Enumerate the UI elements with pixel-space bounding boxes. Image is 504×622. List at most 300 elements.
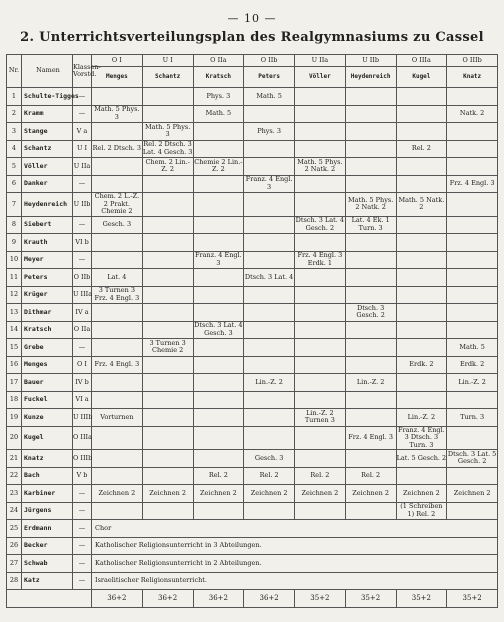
lesson-cell: [92, 321, 143, 339]
lesson-cell: [345, 356, 396, 374]
table-row: [7, 409, 498, 427]
class-leader: U I: [73, 140, 92, 158]
lesson-cell: Zeichnen 2: [396, 485, 447, 503]
lesson-cell: [396, 391, 447, 409]
lesson-cell: [193, 426, 244, 450]
lesson-cell: [92, 467, 143, 485]
table-row: [7, 485, 498, 503]
lesson-cell: Lin.-Z. 2: [396, 409, 447, 427]
lesson-cell: [142, 251, 193, 269]
lesson-cell: [295, 105, 346, 123]
lesson-cell: Zeichnen 2: [447, 485, 498, 503]
lesson-cell: [295, 426, 346, 450]
lesson-cell: [142, 269, 193, 287]
sum-cell: 36+2: [142, 590, 193, 608]
row-number: 5: [7, 158, 22, 176]
header-teacher: Knatz: [447, 67, 498, 88]
lesson-cell: [193, 450, 244, 468]
table-row: [7, 88, 498, 106]
table-row: [7, 158, 498, 176]
header-teacher: Kugel: [396, 67, 447, 88]
row-number: 17: [7, 374, 22, 392]
sum-cell: 35+2: [345, 590, 396, 608]
lesson-cell: Chem. 2 Lin.-Z. 2: [142, 158, 193, 176]
class-leader: U IIIa: [73, 286, 92, 304]
lesson-cell: Math. 5 Phys. 2 Natk. 2: [345, 193, 396, 217]
header-name: Namen: [22, 55, 73, 88]
class-leader: —: [73, 175, 92, 193]
table-row: [7, 391, 498, 409]
header-teacher: Peters: [244, 67, 295, 88]
class-leader: O I: [73, 356, 92, 374]
lesson-cell: Math. 5 Phys. 2 Natk. 2: [295, 158, 346, 176]
class-leader: IV a: [73, 304, 92, 322]
table-row: [7, 234, 498, 252]
class-leader: —: [73, 555, 92, 573]
lesson-cell: [396, 175, 447, 193]
row-number: 15: [7, 339, 22, 357]
teacher-name: Krüger: [22, 286, 73, 304]
teacher-name: Schantz: [22, 140, 73, 158]
row-number: 10: [7, 251, 22, 269]
teacher-name: Katz: [22, 572, 73, 590]
teacher-name: Stange: [22, 123, 73, 141]
class-leader: —: [73, 339, 92, 357]
lesson-cell: [244, 426, 295, 450]
header-teacher: Menges: [92, 67, 143, 88]
lesson-cell: 3 Turnen 3 Chemie 2: [142, 339, 193, 357]
teacher-name: Bach: [22, 467, 73, 485]
lesson-cell: [295, 339, 346, 357]
lesson-cell: [92, 426, 143, 450]
table-row: [7, 140, 498, 158]
header-teacher: Schantz: [142, 67, 193, 88]
header-class: U IIb: [345, 55, 396, 67]
teacher-name: Grebe: [22, 339, 73, 357]
lesson-cell: Lat. 4: [92, 269, 143, 287]
lesson-cell: Rel. 2: [193, 467, 244, 485]
teacher-name: Knatz: [22, 450, 73, 468]
lesson-cell: Erdk. 2: [447, 356, 498, 374]
teacher-name: Karbiner: [22, 485, 73, 503]
lesson-cell: Rel. 2: [345, 467, 396, 485]
lesson-cell: Frz. 4 Engl. 3: [345, 426, 396, 450]
lesson-cell: [295, 234, 346, 252]
header-class: O IIa: [193, 55, 244, 67]
lesson-cell: Math. 5: [193, 105, 244, 123]
table-row: [7, 356, 498, 374]
table-row: [7, 467, 498, 485]
class-leader: —: [73, 537, 92, 555]
class-leader: O IIa: [73, 321, 92, 339]
lesson-cell: Franz. 4 Engl. 3: [244, 175, 295, 193]
lesson-cell: [92, 502, 143, 520]
lesson-cell: [295, 450, 346, 468]
class-leader: IV b: [73, 374, 92, 392]
lesson-cell: [396, 467, 447, 485]
lesson-cell: [244, 286, 295, 304]
header-teacher: Völler: [295, 67, 346, 88]
lesson-cell: [447, 251, 498, 269]
row-number: 22: [7, 467, 22, 485]
lesson-cell: [295, 391, 346, 409]
table-row: [7, 450, 498, 468]
teacher-name: Dithmar: [22, 304, 73, 322]
lesson-cell: [142, 356, 193, 374]
lesson-cell: [193, 374, 244, 392]
lesson-cell: [295, 269, 346, 287]
lesson-cell: [345, 234, 396, 252]
row-number: 12: [7, 286, 22, 304]
lesson-cell: [447, 234, 498, 252]
table-row: [7, 193, 498, 217]
lesson-cell: [345, 269, 396, 287]
lesson-cell: Dtsch. 3 Gesch. 2: [345, 304, 396, 322]
lesson-cell: Math. 5 Natk. 2: [396, 193, 447, 217]
lesson-cell: [345, 175, 396, 193]
class-leader: —: [73, 88, 92, 106]
row-number: 16: [7, 356, 22, 374]
table-row: [7, 123, 498, 141]
teacher-name: Völler: [22, 158, 73, 176]
lesson-cell: Gesch. 3: [244, 450, 295, 468]
lesson-cell: [92, 158, 143, 176]
span-note: Katholischer Religionsunterricht in 3 Abteilungen.: [92, 537, 498, 555]
lesson-cell: Dtsch. 3 Lat. 4 Gesch. 2: [295, 216, 345, 232]
lesson-cell: [447, 269, 498, 287]
table-row: [7, 537, 498, 555]
lesson-cell: [447, 426, 498, 450]
lesson-cell: [447, 391, 498, 409]
row-number: 9: [7, 234, 22, 252]
lesson-cell: [345, 286, 396, 304]
lesson-cell: [244, 321, 295, 339]
table-row: [7, 374, 498, 392]
lesson-cell: [193, 269, 244, 287]
lesson-cell: Gesch. 3: [92, 216, 143, 234]
teacher-name: Krauth: [22, 234, 73, 252]
lesson-cell: [193, 409, 244, 427]
lesson-cell: [142, 304, 193, 322]
lesson-cell: [92, 175, 143, 193]
lesson-cell: [447, 140, 498, 158]
teacher-name: Kratsch: [22, 321, 73, 339]
lesson-cell: [295, 193, 346, 217]
lesson-cell: [295, 140, 346, 158]
lesson-cell: Math. 5: [244, 88, 295, 106]
lesson-cell: Lat. 4 Ek. 1 Turn. 3: [345, 216, 396, 234]
class-leader: VI a: [73, 391, 92, 409]
table-row: [7, 321, 498, 339]
lesson-cell: [142, 426, 193, 450]
lesson-cell: Phys. 3: [193, 88, 244, 106]
row-number: 4: [7, 140, 22, 158]
table-row: [7, 426, 498, 450]
lesson-cell: [396, 216, 447, 234]
class-leader: V a: [73, 123, 92, 141]
lesson-cell: [92, 339, 143, 357]
row-number: 21: [7, 450, 22, 468]
teacher-name: Kramm: [22, 105, 73, 123]
teacher-name: Becker: [22, 537, 73, 555]
row-number: 1: [7, 88, 22, 106]
lesson-cell: [193, 304, 244, 322]
lesson-cell: [447, 158, 498, 176]
lesson-cell: [447, 304, 498, 322]
lesson-cell: [193, 286, 244, 304]
class-leader: U IIa: [73, 158, 92, 176]
teacher-name: Kugel: [22, 426, 73, 450]
lesson-cell: [142, 234, 193, 252]
table-row: [7, 520, 498, 538]
lesson-cell: [244, 409, 295, 427]
lesson-cell: [193, 175, 244, 193]
lesson-cell: [295, 123, 346, 141]
teacher-name: Menges: [22, 356, 73, 374]
class-leader: U IIIb: [73, 409, 92, 427]
lesson-cell: [345, 321, 396, 339]
lesson-cell: [142, 391, 193, 409]
lesson-cell: Math. 5: [447, 339, 498, 357]
lesson-cell: Erdk. 2: [396, 356, 447, 374]
lesson-cell: [193, 123, 244, 141]
lesson-cell: [447, 467, 498, 485]
header-class: U IIa: [295, 55, 346, 67]
header-teacher: Kratsch: [193, 67, 244, 88]
lesson-cell: [244, 502, 295, 520]
lesson-cell: [142, 216, 193, 234]
lesson-cell: [142, 193, 193, 217]
teacher-name: Bauer: [22, 374, 73, 392]
row-number: 6: [7, 175, 22, 193]
lesson-cell: [295, 502, 346, 520]
lesson-cell: Frz. 4 Engl. 3: [447, 175, 498, 193]
lesson-cell: [295, 356, 346, 374]
row-number: 18: [7, 391, 22, 409]
lesson-cell: [396, 105, 447, 123]
lesson-cell: [447, 216, 498, 234]
lesson-cell: [396, 234, 447, 252]
lesson-cell: [92, 123, 143, 141]
sum-cell: 35+2: [295, 590, 346, 608]
lesson-cell: Rel. 2: [295, 467, 346, 485]
lesson-cell: [447, 123, 498, 141]
lesson-cell: [244, 391, 295, 409]
lesson-cell: Dtsch. 3 Lat. 4: [244, 269, 295, 287]
lesson-cell: [396, 304, 447, 322]
lesson-cell: [345, 140, 396, 158]
lesson-cell: [295, 88, 346, 106]
lesson-cell: [295, 175, 346, 193]
table-row: [7, 216, 498, 234]
span-note: Israelitischer Religionsunterricht.: [92, 572, 498, 590]
row-number: 13: [7, 304, 22, 322]
lesson-cell: Rel. 2: [396, 140, 447, 158]
sum-row: [7, 590, 498, 608]
lesson-cell: [193, 391, 244, 409]
lesson-cell: [92, 374, 143, 392]
class-leader: —: [73, 251, 92, 269]
teacher-name: Peters: [22, 269, 73, 287]
sum-blank: [7, 590, 92, 608]
lesson-cell: Zeichnen 2: [92, 485, 143, 503]
lesson-cell: [345, 88, 396, 106]
lesson-cell: Franz. 4 Engl. 3: [193, 251, 244, 269]
header-class: O I: [92, 55, 143, 67]
lesson-cell: [345, 251, 396, 269]
teacher-name: Heydenreich: [22, 193, 73, 217]
lesson-cell: [92, 304, 143, 322]
sum-cell: 35+2: [447, 590, 498, 608]
lesson-cell: [244, 105, 295, 123]
class-leader: VI b: [73, 234, 92, 252]
lesson-cell: [396, 339, 447, 357]
lesson-cell: Rel. 2: [244, 467, 295, 485]
class-leader: —: [73, 502, 92, 520]
lesson-cell: [193, 234, 244, 252]
table-row: [7, 304, 498, 322]
teacher-name: Erdmann: [22, 520, 73, 538]
lesson-cell: [193, 193, 244, 217]
lesson-cell: Turn. 3: [447, 409, 498, 427]
lesson-cell: Math. 5 Phys. 3: [92, 105, 143, 123]
lesson-cell: [396, 158, 447, 176]
row-number: 25: [7, 520, 22, 538]
sum-cell: 36+2: [193, 590, 244, 608]
lesson-cell: Frz. 4 Engl. 3: [92, 356, 143, 374]
page-title: 2. Unterrichtsverteilungsplan des Realgymnasiums zu Cassel: [20, 30, 484, 45]
lesson-cell: [244, 304, 295, 322]
table-row: [7, 286, 498, 304]
lesson-cell: Chem. 2 L.-Z. 2 Prakt. Chemie 2: [92, 193, 143, 217]
lesson-cell: [142, 175, 193, 193]
row-number: 20: [7, 426, 22, 450]
class-leader: —: [73, 520, 92, 538]
lesson-cell: [244, 193, 295, 217]
header-klasse: Klassen-Vorstd.: [73, 55, 92, 88]
teacher-name: Danker: [22, 175, 73, 193]
lesson-cell: [244, 339, 295, 357]
lesson-cell: [345, 502, 396, 520]
lesson-cell: Zeichnen 2: [295, 485, 346, 503]
span-note: Chor: [92, 520, 498, 538]
lesson-cell: [396, 251, 447, 269]
row-number: 24: [7, 502, 22, 520]
table-row: [7, 339, 498, 357]
header-class: O IIIb: [447, 55, 498, 67]
lesson-cell: Zeichnen 2: [142, 485, 193, 503]
table-row: [7, 251, 498, 269]
class-leader: —: [73, 572, 92, 590]
lesson-cell: [345, 339, 396, 357]
lesson-cell: [295, 304, 346, 322]
lesson-cell: Lin.-Z. 2 Turnen 3: [295, 409, 346, 427]
lesson-cell: [92, 251, 143, 269]
row-number: 19: [7, 409, 22, 427]
lesson-cell: [142, 502, 193, 520]
lesson-cell: [244, 158, 295, 176]
lesson-cell: [193, 140, 244, 158]
lesson-cell: Rel. 2 Dtsch. 3 Lat. 4 Gesch. 3: [142, 140, 193, 156]
lesson-cell: [396, 321, 447, 339]
lesson-cell: [244, 251, 295, 269]
schedule-table: [6, 54, 498, 608]
lesson-cell: [345, 105, 396, 123]
table-row: [7, 105, 498, 123]
teacher-name: Meyer: [22, 251, 73, 269]
lesson-cell: [193, 216, 244, 234]
header-class: O IIb: [244, 55, 295, 67]
lesson-cell: [142, 467, 193, 485]
lesson-cell: [295, 321, 346, 339]
lesson-cell: [142, 105, 193, 123]
lesson-cell: [244, 216, 295, 234]
lesson-cell: Natk. 2: [447, 105, 498, 123]
lesson-cell: [142, 321, 193, 339]
class-leader: O IIIa: [73, 426, 92, 450]
lesson-cell: [92, 88, 143, 106]
header-nr: Nr.: [7, 55, 22, 88]
row-number: 28: [7, 572, 22, 590]
lesson-cell: [396, 88, 447, 106]
lesson-cell: [193, 339, 244, 357]
teacher-name: Schulte-Tigges: [22, 88, 73, 106]
table-row: [7, 269, 498, 287]
row-number: 27: [7, 555, 22, 573]
class-leader: —: [73, 485, 92, 503]
lesson-cell: [447, 286, 498, 304]
lesson-cell: [345, 391, 396, 409]
lesson-cell: [345, 158, 396, 176]
lesson-cell: (1 Schreiben 1) Rel. 2: [396, 502, 447, 520]
class-leader: —: [73, 105, 92, 123]
header-teacher: Heydenreich: [345, 67, 396, 88]
lesson-cell: [142, 409, 193, 427]
lesson-cell: [396, 374, 447, 392]
table-row: [7, 572, 498, 590]
lesson-cell: Dtsch. 3 Lat. 4 Gesch. 3: [194, 321, 243, 337]
class-leader: U IIb: [73, 193, 92, 217]
lesson-cell: Dtsch. 3 Lat. 5 Gesch. 2: [447, 449, 497, 466]
lesson-cell: [193, 356, 244, 374]
teacher-name: Jürgens: [22, 502, 73, 520]
table-row: [7, 175, 498, 193]
header-class: U I: [142, 55, 193, 67]
lesson-cell: Lat. 5 Gesch. 2: [396, 450, 447, 468]
lesson-cell: [345, 450, 396, 468]
lesson-cell: [92, 391, 143, 409]
lesson-cell: [447, 321, 498, 339]
lesson-cell: 3 Turnen 3 Frz. 4 Engl. 3: [92, 286, 143, 304]
row-number: 11: [7, 269, 22, 287]
row-number: 23: [7, 485, 22, 503]
lesson-cell: [92, 234, 143, 252]
lesson-cell: [396, 269, 447, 287]
lesson-cell: [447, 193, 498, 217]
header-class: O IIIa: [396, 55, 447, 67]
row-number: 2: [7, 105, 22, 123]
lesson-cell: [345, 123, 396, 141]
lesson-cell: Math. 5 Phys. 3: [142, 123, 193, 141]
lesson-cell: [244, 234, 295, 252]
lesson-cell: [244, 356, 295, 374]
lesson-cell: Zeichnen 2: [244, 485, 295, 503]
lesson-cell: Zeichnen 2: [345, 485, 396, 503]
lesson-cell: Lin.-Z. 2: [244, 374, 295, 392]
lesson-cell: [295, 374, 346, 392]
lesson-cell: Vorturnen: [92, 409, 143, 427]
page-number: — 10 —: [227, 12, 277, 25]
